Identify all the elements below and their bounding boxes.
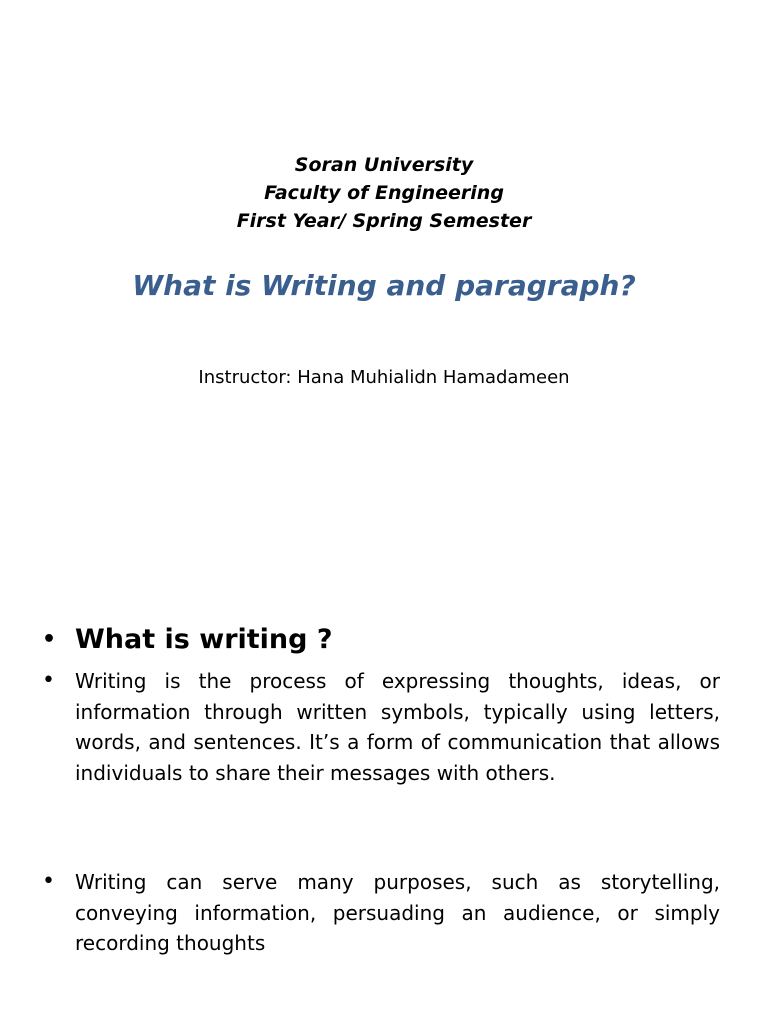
semester-label: First Year/ Spring Semester xyxy=(236,210,532,232)
instructor-line: Instructor: Hana Muhialidn Hamadameen xyxy=(198,367,570,388)
university-name: Soran University xyxy=(294,154,474,176)
page-title: What is Writing and paragraph? xyxy=(132,269,636,302)
bullet-glyph: • xyxy=(42,627,57,652)
bullet-purposes-text: Writing can serve many purposes, such as storytelling, conveying information, persuading an audience, or simply recording thoughts xyxy=(75,870,720,955)
bullet-list xyxy=(0,620,768,959)
bullet-item-purposes xyxy=(0,867,768,959)
bullet-glyph: • xyxy=(42,869,55,894)
bullet-item-heading xyxy=(0,620,768,660)
bullet-heading-text: What is writing ? xyxy=(75,624,333,655)
bullet-definition-text: Writing is the process of expressing thoughts, ideas, or information through written symbols, typically using letters, words, and sentences. It’s a form of communication that allows individuals to share their messages with others. xyxy=(75,669,720,785)
bullet-glyph: • xyxy=(42,668,55,693)
institution-header xyxy=(0,151,768,235)
bullet-item-definition xyxy=(0,666,768,788)
faculty-name: Faculty of Engineering xyxy=(264,182,504,204)
